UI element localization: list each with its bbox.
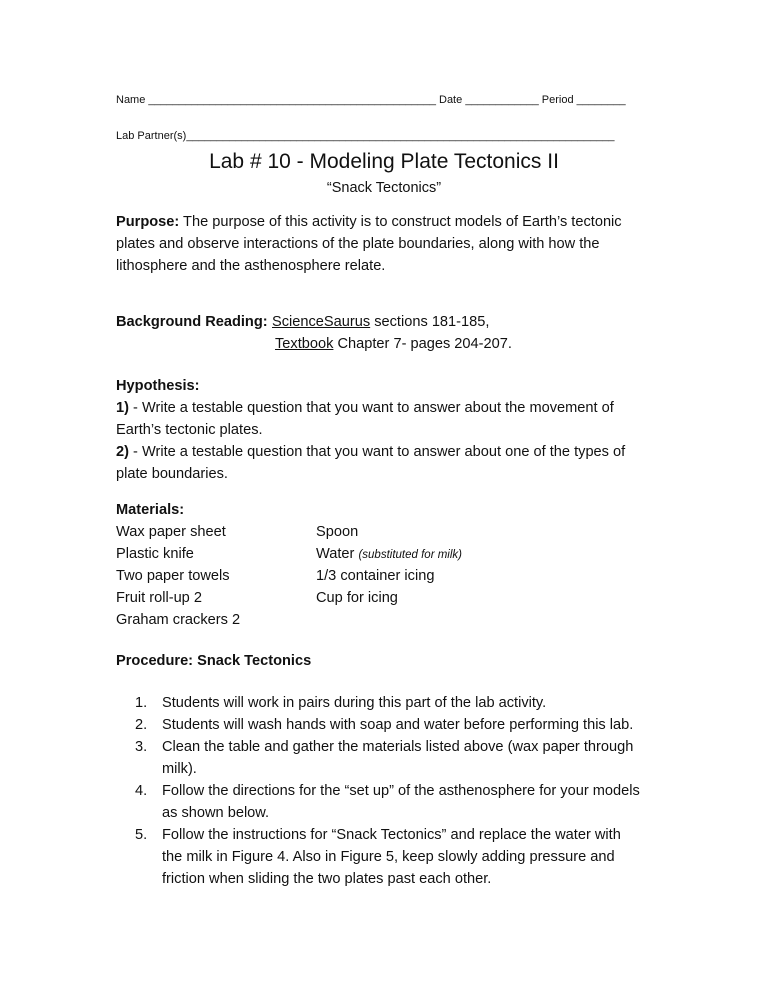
material-item: 1/3 container icing: [316, 568, 435, 584]
materials-section: [116, 499, 240, 631]
name-date-period-line: [116, 94, 626, 106]
name-label: Name: [116, 94, 146, 106]
item-text: Students will work in pairs during this part of the lab activity.: [162, 695, 547, 711]
period-field[interactable]: ________: [576, 94, 626, 106]
item-number: 2.: [135, 717, 148, 733]
material-item: Two paper towels: [116, 568, 230, 584]
background-refs: [272, 311, 512, 355]
ref-text: sections 181-185,: [370, 314, 490, 330]
question-text: - Write a testable question that you want to answer about the movement of: [128, 400, 614, 416]
item-text: Follow the instructions for “Snack Tectonics” and replace the water with: [162, 827, 621, 843]
procedure-heading: [116, 650, 311, 672]
item-text: as shown below.: [162, 805, 270, 821]
purpose-label: Purpose:: [116, 214, 180, 230]
material-item: Fruit roll-up 2: [116, 590, 202, 606]
item-text: the milk in Figure 4. Also in Figure 5, keep slowly adding pressure and: [162, 849, 615, 865]
item-text: Clean the table and gather the materials listed above (wax paper through: [162, 739, 634, 755]
material-item: Cup for icing: [316, 590, 398, 606]
item-number: 5.: [135, 827, 148, 843]
background-label: Background Reading:: [116, 314, 268, 330]
material-item: Spoon: [316, 524, 359, 540]
purpose-text: The purpose of this activity is to construct models of Earth’s tectonic: [179, 214, 622, 230]
question-number: 2): [116, 444, 129, 460]
sciencesaurus-ref: ScienceSaurus: [272, 314, 371, 330]
list-item: [135, 692, 640, 714]
question-text: plate boundaries.: [116, 466, 228, 482]
hypothesis-label: Hypothesis:: [116, 378, 200, 394]
textbook-ref: Textbook: [275, 336, 334, 352]
material-item: Water: [316, 546, 355, 562]
list-item: [135, 824, 640, 890]
page-title: Lab # 10 - Modeling Plate Tectonics II: [209, 150, 559, 173]
date-label: Date: [439, 94, 463, 106]
materials-right-column: [316, 521, 462, 609]
item-number: 4.: [135, 783, 148, 799]
question-text: Earth’s tectonic plates.: [116, 422, 263, 438]
question-number: 1): [116, 400, 129, 416]
item-text: friction when sliding the two plates past each other.: [162, 871, 492, 887]
item-text: milk).: [162, 761, 197, 777]
material-item: Graham crackers 2: [116, 612, 241, 628]
name-field[interactable]: _______________________________________________: [148, 94, 436, 106]
list-item: [135, 736, 640, 780]
item-text: Students will wash hands with soap and water before performing this lab.: [162, 717, 634, 733]
purpose-text: lithosphere and the asthenosphere relate.: [116, 258, 386, 274]
list-item: [135, 714, 640, 736]
procedure-list: [135, 692, 640, 890]
purpose-text: plates and observe interactions of the plate boundaries, along with how the: [116, 236, 600, 252]
material-note: (substituted for milk): [358, 549, 462, 561]
item-number: 1.: [135, 695, 148, 711]
period-label: Period: [541, 94, 574, 106]
material-item: Wax paper sheet: [116, 524, 226, 540]
date-field[interactable]: ____________: [465, 94, 539, 106]
item-text: Follow the directions for the “set up” of the asthenosphere for your models: [162, 783, 640, 799]
list-item: [135, 780, 640, 824]
ref-text: Chapter 7- pages 204-207.: [333, 336, 512, 352]
background-section: [116, 311, 268, 333]
partner-label: Lab Partner(s): [116, 130, 187, 142]
purpose-section: [116, 211, 622, 277]
hypothesis-section: [116, 375, 625, 485]
lab-partner-line: [116, 130, 615, 142]
page-subtitle: “Snack Tectonics”: [326, 180, 442, 196]
item-number: 3.: [135, 739, 148, 755]
procedure-label: Procedure: Snack Tectonics: [116, 653, 312, 669]
material-item: Plastic knife: [116, 546, 194, 562]
question-text: - Write a testable question that you want to answer about one of the types of: [128, 444, 626, 460]
partner-field[interactable]: ______________________________________________________________________: [186, 130, 615, 142]
materials-label: Materials:: [116, 502, 185, 518]
